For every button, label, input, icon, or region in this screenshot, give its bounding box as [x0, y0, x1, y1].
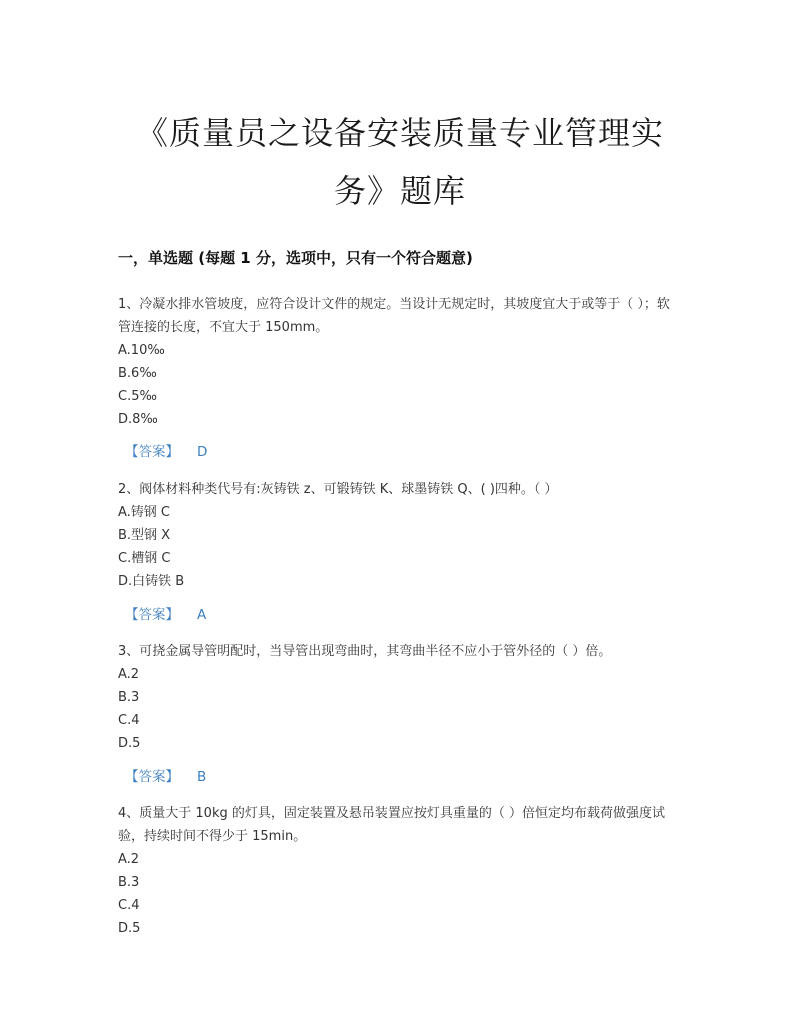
question-4: [118, 802, 678, 940]
question-1: [118, 293, 678, 431]
answer-3: [125, 766, 206, 788]
option-a: A.2: [118, 852, 140, 867]
answer-label: 【答案】: [125, 444, 179, 460]
option-c: C.4: [118, 898, 140, 913]
title-line-2: 务》题库: [333, 172, 466, 210]
answer-label: 【答案】: [125, 607, 179, 623]
option-c: C.5‰: [118, 389, 157, 404]
answer-value: B: [197, 769, 207, 785]
option-a: A.2: [118, 667, 140, 682]
option-b: B.型钢 X: [118, 528, 171, 543]
option-a: A.10‰: [118, 343, 165, 358]
option-d: D.5: [118, 921, 141, 936]
option-b: B.3: [118, 690, 140, 705]
section-heading: 一，单选题 (每题 1 分，选项中，只有一个符合题意): [118, 249, 473, 267]
question-text: 4、质量大于 10kg 的灯具，固定装置及悬吊装置应按灯具重量的（ ）倍恒定均布载荷做强度试验，持续时间不得少于 15min。: [118, 806, 665, 844]
option-b: B.3: [118, 875, 140, 890]
answer-2: [125, 604, 206, 626]
option-d: D.5: [118, 736, 141, 751]
option-d: D.8‰: [118, 412, 158, 427]
question-2: [118, 478, 678, 593]
document-title: [118, 104, 682, 220]
answer-value: D: [197, 444, 208, 460]
question-3: [118, 640, 678, 755]
option-d: D.白铸铁 B: [118, 574, 185, 589]
option-a: A.铸钢 C: [118, 505, 171, 520]
answer-value: A: [197, 607, 207, 623]
title-line-1: 《质量员之设备安装质量专业管理实: [135, 114, 664, 152]
answer-label: 【答案】: [125, 769, 179, 785]
option-b: B.6‰: [118, 366, 157, 381]
option-c: C.槽钢 C: [118, 551, 171, 566]
question-text: 3、可挠金属导管明配时，当导管出现弯曲时，其弯曲半径不应小于管外径的（ ）倍。: [118, 644, 612, 659]
question-text: 1、冷凝水排水管坡度，应符合设计文件的规定。当设计无规定时，其坡度宜大于或等于（ ）；软管连接的长度，不宜大于 150mm。: [118, 297, 670, 335]
question-text: 2、阀体材料种类代号有:灰铸铁 z、可锻铸铁 K、球墨铸铁 Q、( )四种。（ ）: [118, 482, 558, 497]
option-c: C.4: [118, 713, 140, 728]
answer-1: [125, 441, 207, 463]
